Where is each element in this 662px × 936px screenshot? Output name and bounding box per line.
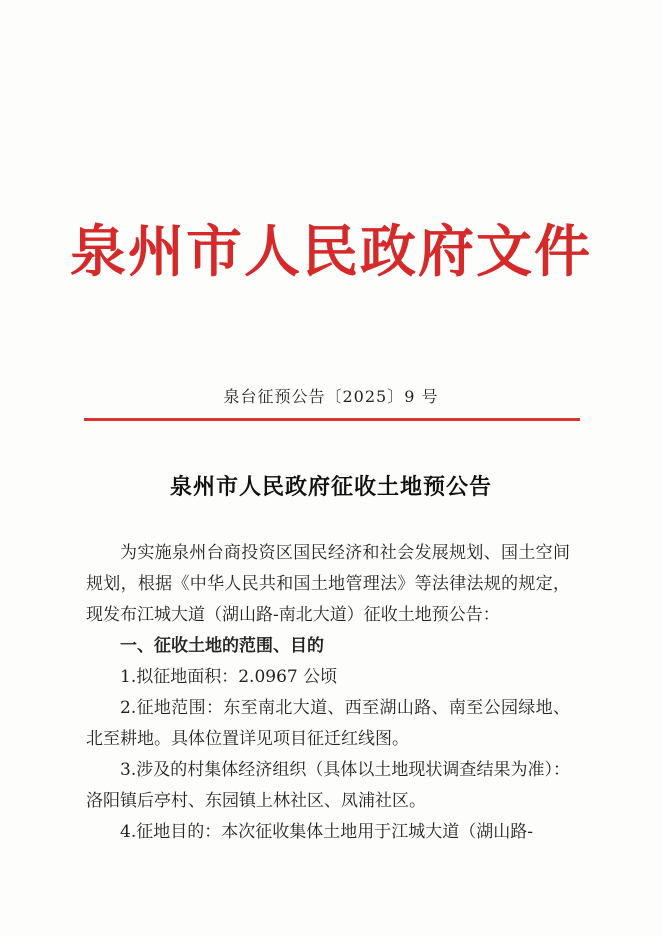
masthead-title: 泉州市人民政府文件: [70, 219, 592, 285]
document-number: 泉台征预公告〔2025〕9 号: [223, 387, 439, 406]
section-heading: 一、征收土地的范围、目的: [120, 636, 324, 656]
announcement-body: [86, 538, 570, 848]
intro-paragraph: 为实施泉州台商投资区国民经济和社会发展规划、国土空间规划，根据《中华人民共和国土地管理法》等法律法规的规定，现发布江城大道（湖山路-南北大道）征收土地预公告：: [86, 543, 570, 625]
body-paragraph: 4.征地目的：本次征收集体土地用于江城大道（湖山路-: [120, 822, 533, 842]
red-divider-line: [84, 418, 580, 421]
body-paragraph: 2.征地范围：东至南北大道、西至湖山路、南至公园绿地、北至耕地。具体位置详见项目征迁红线图。: [86, 698, 570, 749]
body-paragraph: 1.拟征地面积：2.0967 公顷: [120, 667, 338, 687]
body-paragraph: 3.涉及的村集体经济组织（具体以土地现状调查结果为准）：洛阳镇后亭村、东园镇上林社区、凤浦社区。: [86, 760, 570, 811]
announcement-title: 泉州市人民政府征收土地预公告: [169, 474, 492, 500]
